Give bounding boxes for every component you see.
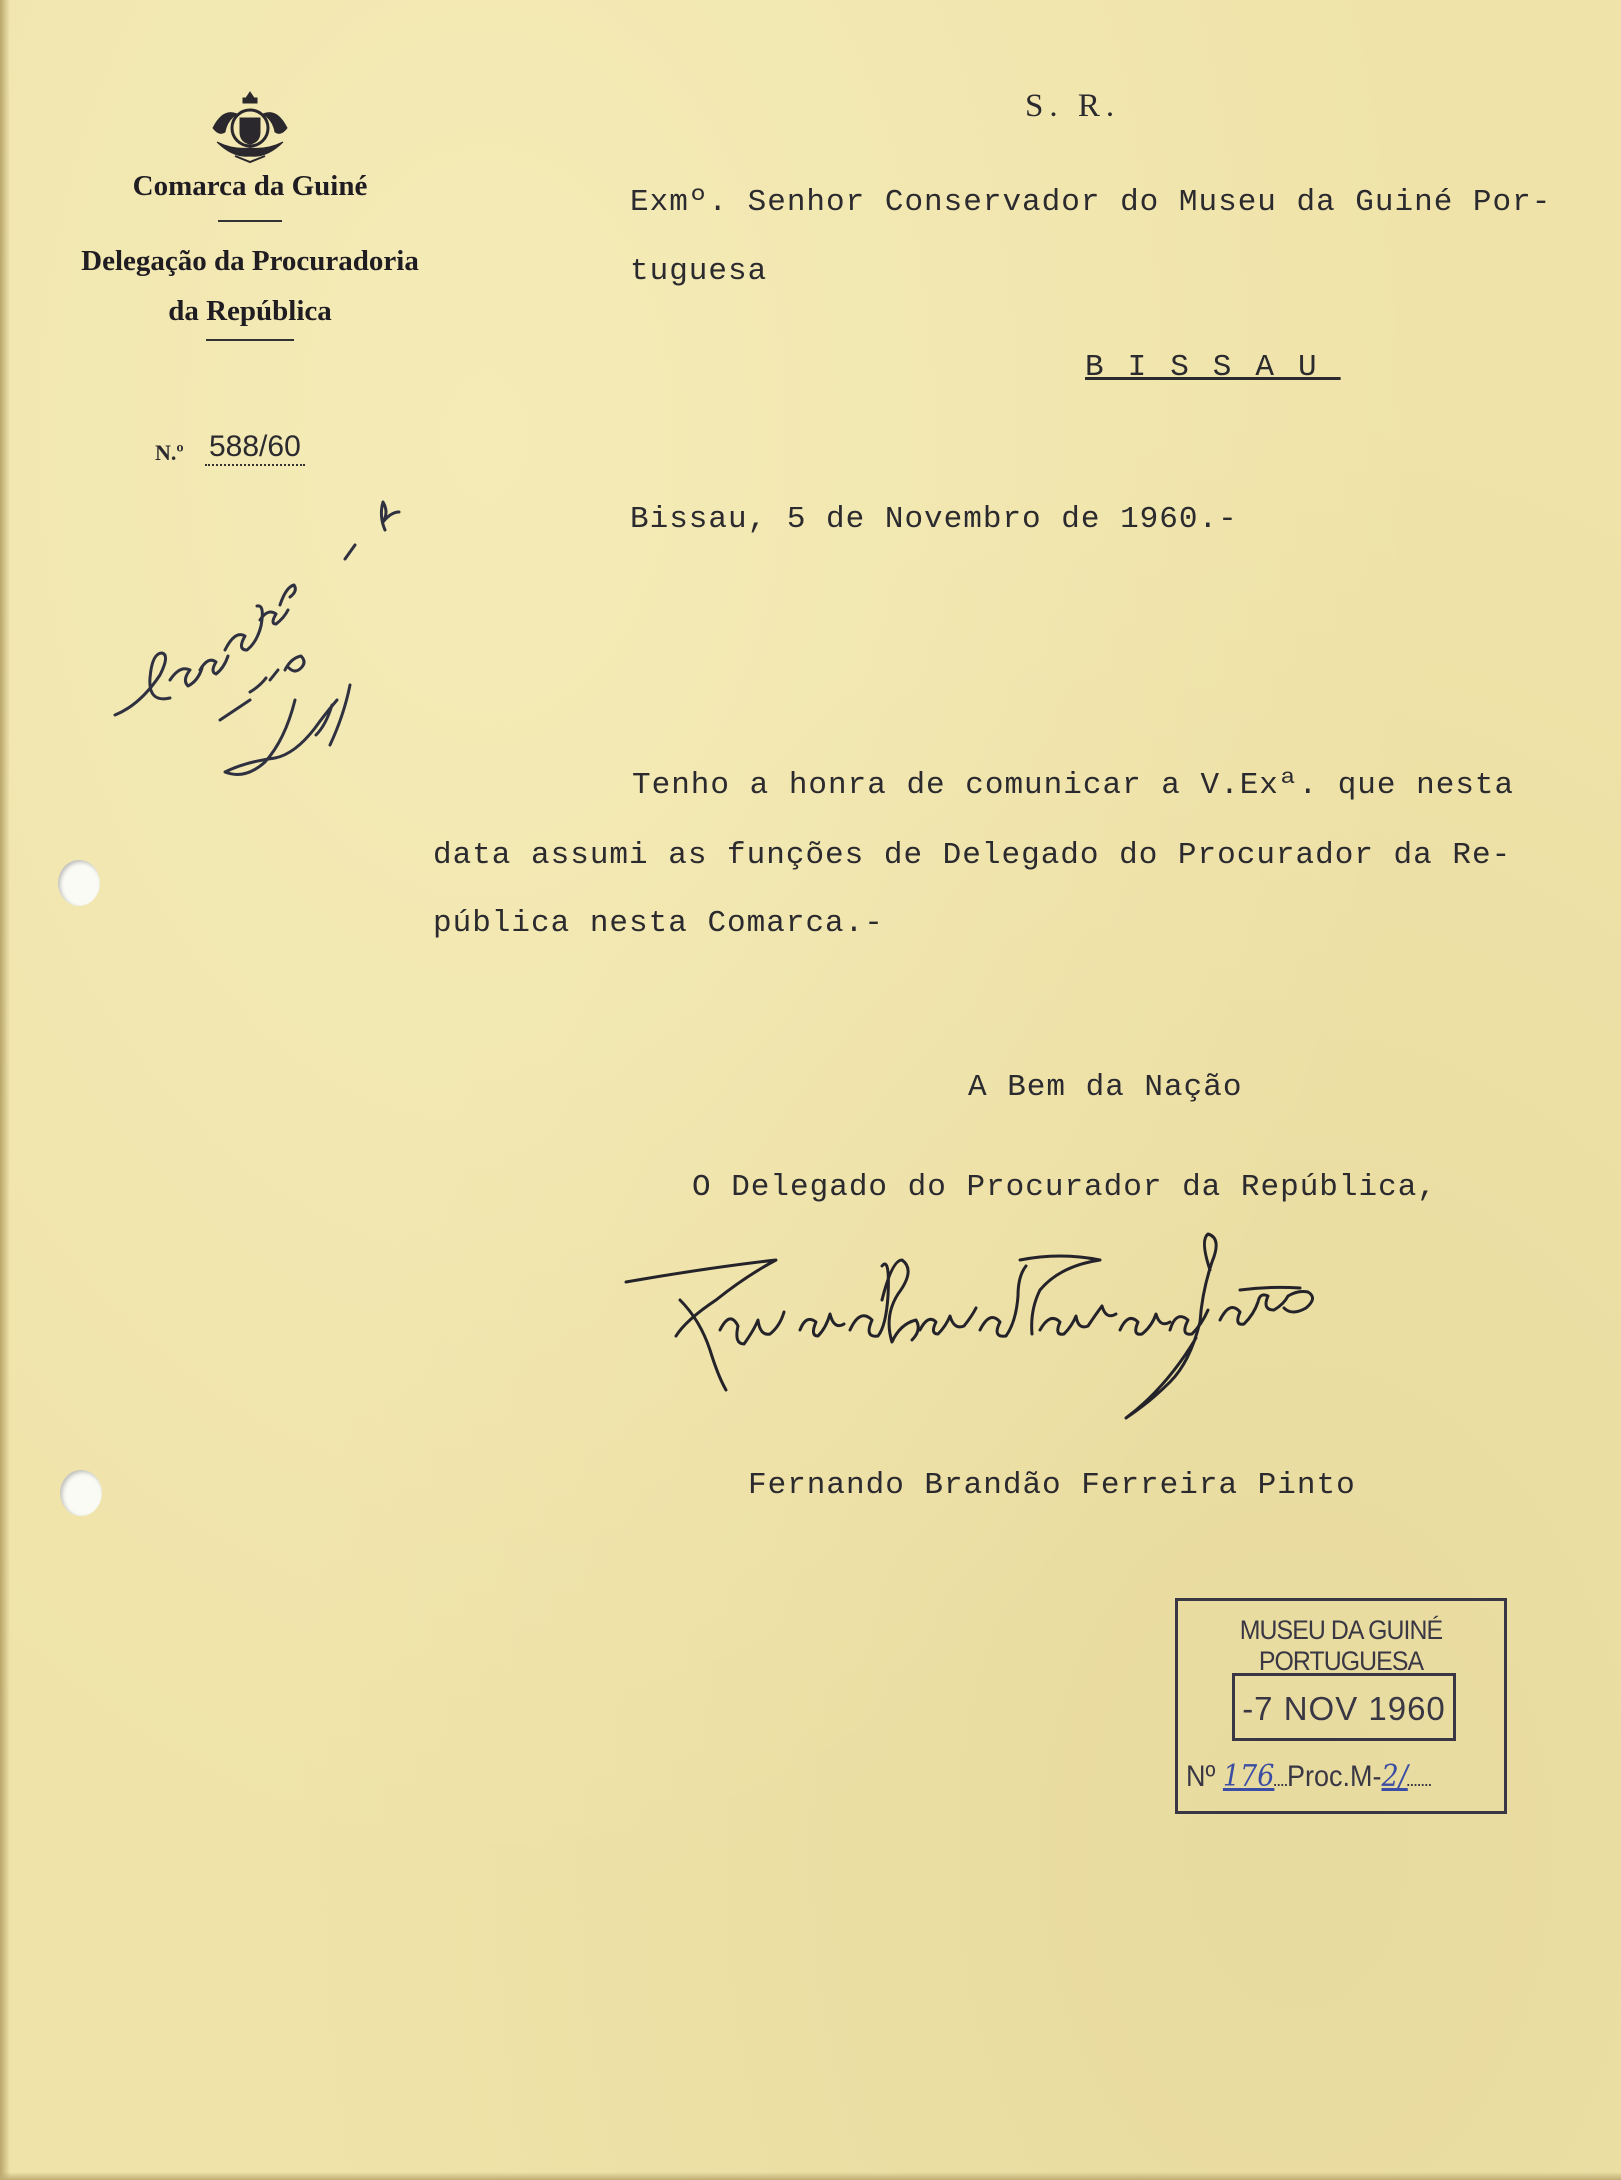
stamp-proc-value: 2/: [1381, 1759, 1408, 1794]
date-line: Bissau, 5 de Novembro de 1960.-: [630, 502, 1238, 537]
body-line-2: data assumi as funções de Delegado do Procurador da Re-: [433, 838, 1512, 873]
city-heading: BISSAU: [1085, 350, 1341, 385]
handwritten-annotation: [100, 480, 430, 810]
addressee-line-2: tuguesa: [630, 254, 768, 289]
stamp-title: MUSEU DA GUINÉ PORTUGUESA: [1239, 1615, 1443, 1676]
reference-number-value: 588/60: [205, 430, 305, 466]
addressee-line-1: Exmº. Senhor Conservador do Museu da Guiné Por-: [630, 185, 1552, 220]
coat-of-arms-icon: [205, 88, 295, 164]
museum-receipt-stamp: [1175, 1598, 1507, 1814]
salutation: A Bem da Nação: [968, 1070, 1243, 1105]
stamp-date-box: [1232, 1673, 1456, 1741]
letterhead-delegacao-line2: da República: [168, 295, 332, 327]
letterhead-divider: [218, 220, 282, 222]
paper-edge-bottom: [0, 2172, 1621, 2180]
signature: [620, 1230, 1400, 1450]
signatory-name: Fernando Brandão Ferreira Pinto: [748, 1468, 1356, 1503]
stamp-proc-label: Proc.M-: [1287, 1760, 1382, 1793]
body-line-3: pública nesta Comarca.-: [433, 906, 884, 941]
stamp-number-value: 176: [1222, 1759, 1275, 1794]
stamp-dots-2: [1408, 1784, 1431, 1786]
stamp-reference-line: [1186, 1759, 1431, 1794]
letterhead-divider-2: [206, 339, 294, 341]
sr-heading: S. R.: [1025, 88, 1121, 124]
letterhead-comarca: Comarca da Guiné: [132, 170, 368, 202]
stamp-date: -7 NOV 1960: [1242, 1690, 1446, 1727]
letterhead-delegacao: [70, 236, 430, 336]
letterhead-delegacao-line1: Delegação da Procuradoria: [81, 245, 419, 277]
body-line-1: Tenho a honra de comunicar a V.Exª. que nesta: [632, 768, 1515, 803]
paper-edge-left: [0, 0, 10, 2180]
signatory-role: O Delegado do Procurador da República,: [692, 1170, 1437, 1205]
punch-hole-top: [58, 860, 100, 906]
punch-hole-bottom: [60, 1470, 102, 1516]
stamp-number-label: Nº: [1186, 1760, 1216, 1793]
stamp-dots: [1274, 1784, 1287, 1786]
reference-number-label: N.º: [155, 440, 184, 465]
